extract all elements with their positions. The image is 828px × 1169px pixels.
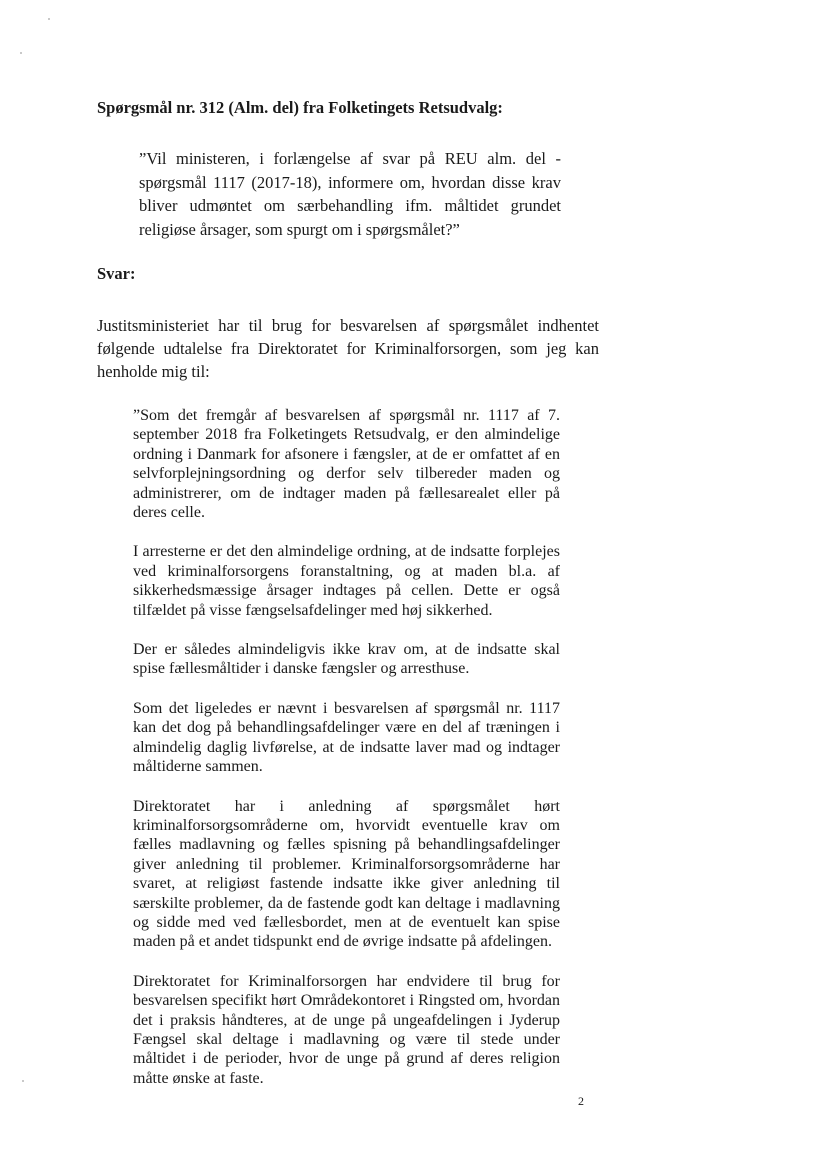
answer-heading: Svar: [97, 264, 136, 283]
question-text: ”Vil ministeren, i forlængelse af svar på REU alm. del - spørgsmål 1117 (2017-18), informere om, hvordan disse krav bliver udmøntet om særbehandling ifm. måltidet grundet religiøse årsager, som spurgt om i spørgsmålet?” [139, 149, 561, 239]
quote-paragraph: Som det ligeledes er nævnt i besvarelsen af spørgsmål nr. 1117 kan det dog på behandlingsafdelinger være en del af træningen i almindelig daglig livførelse, at de indsatte laver mad og indtager måltiderne sammen. [133, 699, 560, 776]
question-heading: Spørgsmål nr. 312 (Alm. del) fra Folketingets Retsudvalg: [97, 98, 503, 117]
answer-intro: Justitsministeriet har til brug for besvarelsen af spørgsmålet indhentet følgende udtalelse fra Direktoratet for Kriminalforsorgen, som jeg kan henholde mig til: [97, 316, 599, 381]
scan-speck [22, 1080, 24, 1082]
quote-paragraph: Direktoratet for Kriminalforsorgen har endvidere til brug for besvarelsen specifikt hørt Områdekontoret i Ringsted om, hvordan det i praksis håndteres, at de unge på ungeafdelingen i Jyderup Fængsel skal deltage i madlavning og være til stede under måltidet i de perioder, hvor de unge på grund af deres religion måtte ønske at faste. [133, 972, 560, 1087]
quoted-statement [133, 406, 560, 1108]
quote-paragraph: Direktoratet har i anledning af spørgsmålet hørt kriminalforsorgsområderne om, hvorvidt eventuelle krav om fælles madlavning og fælles spisning på behandlingsafdelinger giver anledning til problemer. Kriminalforsorgsområderne har svaret, at religiøst fastende indsatte ikke giver anledning til særskilte problemer, da de fastende godt kan deltage i madlavning og sidde med ved fællesbordet, men at de eventuelt kan spise maden på et andet tidspunkt end de øvrige indsatte på afdelingen. [133, 797, 560, 951]
page-number: 2 [578, 1094, 584, 1108]
quote-paragraph: I arresterne er det den almindelige ordning, at de indsatte forplejes ved kriminalforsorgens foranstaltning, og at maden bl.a. af sikkerhedsmæssige årsager indtages på cellen. Dette er også tilfældet på visse fængselsafdelinger med høj sikkerhed. [133, 543, 560, 619]
scan-speck [20, 52, 22, 54]
quote-paragraph: Der er således almindeligvis ikke krav om, at de indsatte skal spise fællesmåltider i danske fængsler og arresthuse. [133, 641, 560, 678]
quote-paragraph: ”Som det fremgår af besvarelsen af spørgsmål nr. 1117 af 7. september 2018 fra Folketingets Retsudvalg, er den almindelige ordning i Danmark for afsonere i fængsler, at de er omfattet af en selvforplejningsordning og derfor selv tilbereder maden og administrerer, om de indtager maden på fællesarealet eller på deres celle. [133, 407, 560, 522]
scan-speck [48, 18, 50, 20]
